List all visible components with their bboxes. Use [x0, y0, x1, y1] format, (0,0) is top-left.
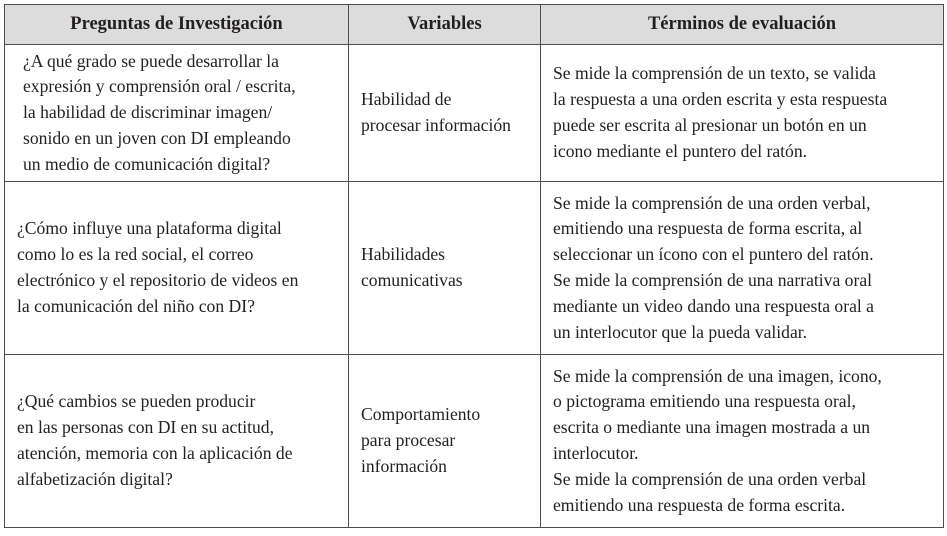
header-variables: Variables: [349, 5, 541, 45]
table-row: [5, 355, 944, 528]
question-line: en las personas con DI en su actitud,: [17, 417, 274, 438]
terms-cell: [541, 45, 944, 182]
variable-line: procesar información: [361, 115, 511, 135]
question-cell: [5, 182, 349, 355]
terms-line: escrita o mediante una imagen mostrada a un: [553, 417, 871, 438]
research-table: [4, 4, 944, 528]
terms-line: icono mediante el puntero del ratón.: [553, 140, 808, 161]
terms-line: emitiendo una respuesta de forma escrita.: [553, 494, 846, 515]
table-row: [5, 45, 944, 182]
question-line: como lo es la red social, el correo: [17, 244, 254, 265]
terms-line: emitiendo una respuesta de forma escrita, al: [553, 218, 863, 239]
question-line: ¿Cómo influye una plataforma digital: [17, 218, 282, 239]
terms-line: mediante un video dando una respuesta oral a: [553, 295, 874, 316]
variable-line: información: [361, 455, 447, 476]
variable-line: Habilidad de: [361, 89, 452, 110]
question-line: la comunicación del niño con DI?: [17, 295, 255, 316]
question-cell: [5, 45, 349, 182]
header-row: [5, 5, 944, 45]
terms-line: Se mide la comprensión de un texto, se valida: [553, 63, 876, 84]
question-line: expresión y comprensión oral / escrita,: [23, 76, 296, 97]
variable-line: para procesar: [361, 430, 456, 451]
terms-line: Se mide la comprensión de una narrativa oral: [553, 270, 873, 290]
variable-cell: [349, 355, 541, 528]
question-line: sonido en un joven con DI empleando: [23, 127, 291, 148]
question-line: la habilidad de discriminar imagen/: [23, 102, 273, 123]
question-line: atención, memoria con la aplicación de: [17, 443, 293, 463]
variable-cell: [349, 45, 541, 182]
terms-line: puede ser escrita al presionar un botón en un: [553, 115, 867, 135]
terms-line: seleccionar un ícono con el puntero del ratón.: [553, 244, 874, 265]
terms-cell: [541, 182, 944, 355]
question-line: ¿A qué grado se puede desarrollar la: [23, 50, 279, 71]
question-line: ¿Qué cambios se pueden producir: [17, 391, 256, 412]
variable-line: comunicativas: [361, 270, 463, 290]
header-questions: Preguntas de Investigación: [5, 5, 349, 45]
table-row: [5, 182, 944, 355]
terms-line: o pictograma emitiendo una respuesta oral,: [553, 391, 856, 412]
header-evaluation-terms: Términos de evaluación: [541, 5, 944, 45]
variable-cell: [349, 182, 541, 355]
terms-line: la respuesta a una orden escrita y esta respuesta: [553, 89, 888, 110]
variable-line: Comportamiento: [361, 404, 481, 425]
terms-line: Se mide la comprensión de una imagen, icono,: [553, 365, 882, 386]
table-header: [5, 5, 944, 45]
question-line: un medio de comunicación digital?: [23, 153, 271, 174]
terms-cell: [541, 355, 944, 528]
terms-line: un interlocutor que la pueda validar.: [553, 321, 808, 342]
terms-line: interlocutor.: [553, 443, 639, 463]
variable-line: Habilidades: [361, 244, 446, 265]
question-line: electrónico y el repositorio de videos en: [17, 270, 299, 290]
question-cell: [5, 355, 349, 528]
question-line: alfabetización digital?: [17, 468, 173, 489]
table-body: [5, 45, 944, 528]
terms-line: Se mide la comprensión de una orden verbal: [553, 468, 867, 489]
terms-line: Se mide la comprensión de una orden verbal,: [553, 192, 871, 213]
